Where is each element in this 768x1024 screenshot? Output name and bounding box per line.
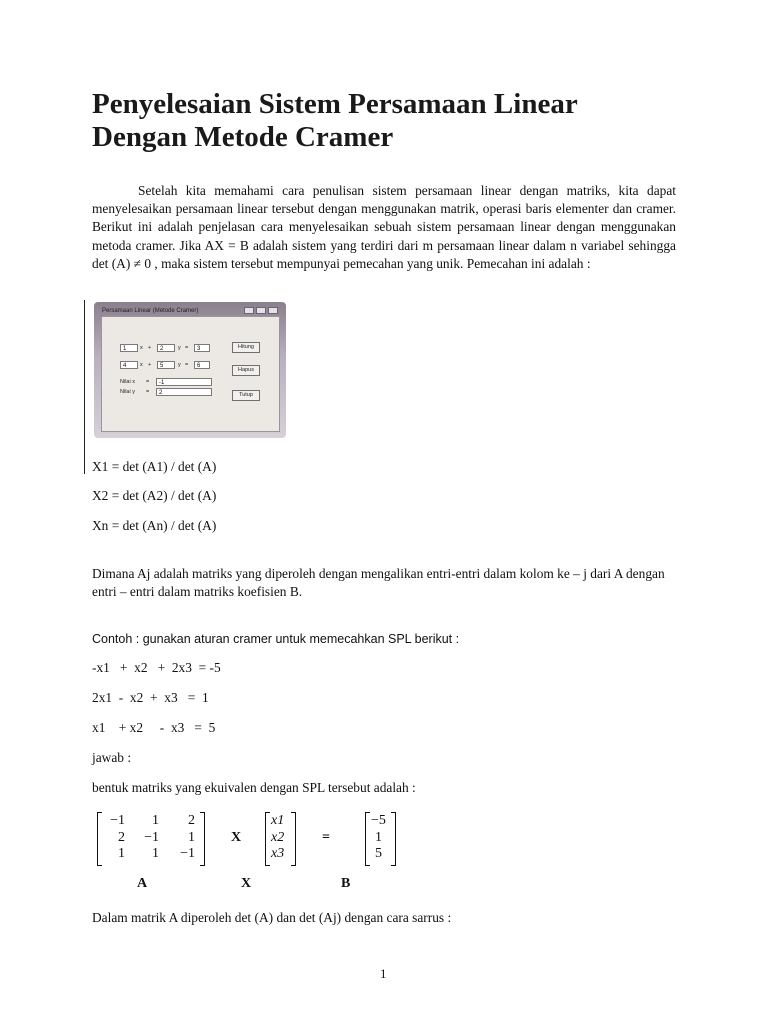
equation-3: x1 + x2 - x3 = 5 bbox=[92, 720, 216, 735]
matrix-x-cell: x3 bbox=[271, 846, 285, 862]
contoh-text: Contoh : gunakan aturan cramer untuk memecahkan SPL berikut : bbox=[92, 632, 460, 646]
input-b1[interactable]: 2 bbox=[157, 344, 175, 352]
label-y2: y bbox=[178, 362, 181, 368]
label-nilai-x-eq: = bbox=[146, 379, 150, 385]
dimana-paragraph: Dimana Aj adalah matriks yang diperoleh dengan mengalikan entri-entri dalam kolom ke – j dari A dengan entri – entri dalam matriks koefisien B. bbox=[92, 566, 665, 600]
matrix-a-cell: 1 bbox=[152, 813, 159, 829]
window-controls bbox=[244, 307, 278, 314]
input-c2[interactable]: 6 bbox=[194, 361, 210, 369]
app-client-area bbox=[101, 316, 280, 432]
matrix-a-cell: 2 bbox=[188, 813, 195, 829]
label-x1: x bbox=[140, 345, 143, 351]
matrix-b-cell: −5 bbox=[371, 813, 386, 829]
title-line-2: Dengan Metode Cramer bbox=[92, 121, 394, 153]
tutup-button[interactable]: Tutup bbox=[232, 390, 260, 401]
formula-x2: X2 = det (A2) / det (A) bbox=[92, 488, 217, 503]
app-screenshot bbox=[94, 302, 286, 438]
matrix-a-right-bracket bbox=[200, 812, 205, 866]
matrix-a-left-bracket bbox=[97, 812, 102, 866]
formula-xn: Xn = det (An) / det (A) bbox=[92, 518, 217, 533]
matrix-x-right-bracket bbox=[291, 812, 296, 866]
jawab-text: jawab : bbox=[92, 750, 132, 765]
label-y1: y bbox=[178, 345, 181, 351]
label-matrix-a: A bbox=[137, 876, 148, 891]
output-nilai-y: 2 bbox=[156, 388, 212, 396]
label-matrix-b: B bbox=[341, 876, 351, 891]
matrix-a-cell: 1 bbox=[188, 829, 195, 845]
operator-x: X bbox=[231, 830, 242, 845]
input-a2[interactable]: 4 bbox=[120, 361, 138, 369]
input-c1[interactable]: 3 bbox=[194, 344, 210, 352]
label-x2: x bbox=[140, 362, 143, 368]
matrix-a-cell: 2 bbox=[118, 829, 125, 845]
label-plus1: + bbox=[148, 345, 152, 351]
title-line-1: Penyelesaian Sistem Persamaan Linear bbox=[92, 88, 578, 120]
matrix-a bbox=[97, 812, 205, 864]
equation-2: 2x1 - x2 + x3 = 1 bbox=[92, 690, 209, 705]
page-number: 1 bbox=[380, 966, 387, 981]
operator-equals: = bbox=[322, 830, 330, 845]
equation-1: -x1 + x2 + 2x3 = -5 bbox=[92, 660, 221, 675]
minimize-icon bbox=[244, 307, 254, 314]
bentuk-text: bentuk matriks yang ekuivalen dengan SPL tersebut adalah : bbox=[92, 780, 416, 795]
label-eq1: = bbox=[185, 345, 189, 351]
output-nilai-x: -1 bbox=[156, 378, 212, 386]
matrix-a-cell: −1 bbox=[110, 813, 125, 829]
matrix-x bbox=[265, 812, 296, 864]
dalam-text: Dalam matrik A diperoleh det (A) dan det (Aj) dengan cara sarrus : bbox=[92, 910, 452, 925]
matrix-b bbox=[365, 812, 396, 864]
matrix-b-cell: 1 bbox=[375, 829, 382, 845]
text-cursor bbox=[84, 300, 85, 474]
matrix-a-cell: 1 bbox=[118, 846, 125, 862]
matrix-a-cell: −1 bbox=[180, 846, 195, 862]
label-nilai-y-eq: = bbox=[146, 389, 150, 395]
intro-paragraph bbox=[92, 182, 676, 273]
intro-text: Setelah kita memahami cara penulisan sistem persamaan linear dengan matriks, kita dapat menyelesaikan persamaan linear tersebut dengan menggunakan matrik, operasi baris elementer dan cramer. Berikut ini adalah penjelasan cara menyelesaikan sebuah sistem persamaan linear dengan menggunakan metoda cramer. Jika AX = B adalah sistem yang terdiri dari m persamaan linear dalam n variabel sehingga det (A) ≠ 0 , maka sistem tersebut mempunyai pemecahan yang unik. Pemecahan ini adalah : bbox=[92, 183, 676, 271]
label-matrix-x: X bbox=[241, 876, 252, 891]
input-b2[interactable]: 5 bbox=[157, 361, 175, 369]
matrix-x-cell: x2 bbox=[271, 829, 285, 845]
app-titlebar bbox=[98, 306, 282, 315]
matrix-b-cell: 5 bbox=[375, 846, 382, 862]
input-a1[interactable]: 1 bbox=[120, 344, 138, 352]
matrix-b-right-bracket bbox=[391, 812, 396, 866]
maximize-icon bbox=[256, 307, 266, 314]
matrix-a-cell: 1 bbox=[152, 846, 159, 862]
label-eq2: = bbox=[185, 362, 189, 368]
label-nilai-y: Nilai y bbox=[120, 389, 135, 395]
matrix-a-cell: −1 bbox=[144, 829, 159, 845]
label-nilai-x: Nilai x bbox=[120, 379, 135, 385]
formula-x1: X1 = det (A1) / det (A) bbox=[92, 459, 217, 474]
matrix-x-left-bracket bbox=[265, 812, 270, 866]
page-title bbox=[92, 88, 692, 154]
hitung-button[interactable]: Hitung bbox=[232, 342, 260, 353]
app-window-title: Persamaan Linear (Metode Cramer) bbox=[102, 307, 199, 314]
hapus-button[interactable]: Hapus bbox=[232, 365, 260, 376]
label-plus2: + bbox=[148, 362, 152, 368]
matrix-x-cell: x1 bbox=[271, 813, 285, 829]
close-icon bbox=[268, 307, 278, 314]
matrix-b-left-bracket bbox=[365, 812, 370, 866]
